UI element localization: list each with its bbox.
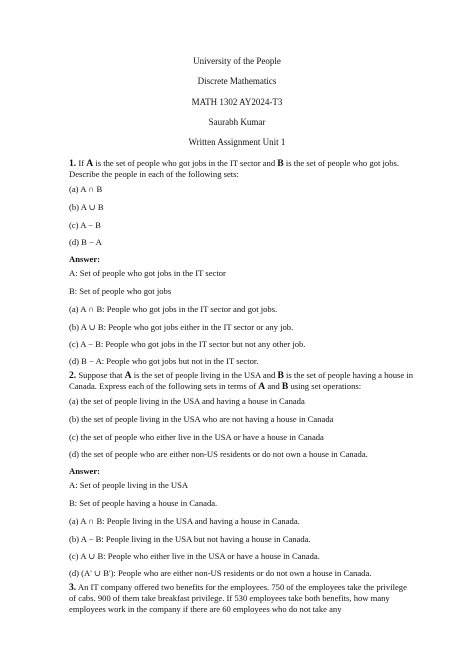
q2-answer-line: (d) (A' ∪ B'): People who are either non-US residents or do not own a house in Canada. (69, 568, 372, 578)
q1-answer-line: (c) A − B: People who got jobs in the IT sector but not any other job. (69, 339, 306, 349)
q2-answer-line: A: Set of people living in the USA (69, 480, 189, 490)
question-1-text: 1. If A is the set of people who got jobs in the IT sector and B is the set of people who got jobs. Describe the people in each of the following sets: (69, 158, 399, 179)
answer-heading-2: Answer: (69, 466, 101, 476)
author-name: Saurabh Kumar (208, 117, 266, 127)
q1-part-d: (d) B − A (69, 237, 102, 247)
q2-answer-line: B: Set of people having a house in Canada. (69, 498, 218, 508)
course-name: Discrete Mathematics (197, 76, 277, 86)
q2-answer-line: (b) A − B: People living in the USA but not having a house in Canada. (69, 534, 311, 544)
question-2-text: 2. Suppose that A is the set of people living in the USA and B is the set of people having a house in Canada. Express each of the following sets in terms of A and B using set operations: (69, 370, 413, 392)
question-1-number: 1. (69, 158, 77, 169)
q1-part-c: (c) A − B (69, 220, 101, 230)
q1-answer-line: (b) A ∪ B: People who got jobs either in the IT sector or any job. (69, 322, 294, 332)
q2-part-d: (d) the set of people who are either non-US residents or do not own a house in Canada. (69, 449, 368, 459)
question-3-number: 3. (69, 582, 77, 593)
question-2-number: 2. (69, 370, 77, 381)
q1-answer-line: (d) B − A: People who got jobs but not in the IT sector. (69, 356, 259, 366)
answer-heading-1: Answer: (69, 254, 101, 264)
q2-answer-line: (c) A ∪ B: People who either live in the USA or have a house in Canada. (69, 551, 320, 561)
q2-part-b: (b) the set of people living in the USA who are not having a house in Canada (69, 414, 334, 424)
q1-part-b: (b) A ∪ B (69, 202, 104, 212)
q1-answer-line: (a) A ∩ B: People who got jobs in the IT sector and got jobs. (69, 304, 278, 314)
q1-answer-line: A: Set of people who got jobs in the IT sector (69, 268, 226, 278)
q2-part-c: (c) the set of people who either live in the USA or have a house in Canada (69, 432, 324, 442)
q2-part-a: (a) the set of people living in the USA and having a house in Canada (69, 396, 305, 406)
q1-answer-line: B: Set of people who got jobs (69, 286, 172, 296)
assignment-title: Written Assignment Unit 1 (188, 137, 286, 147)
question-3-text: 3. An IT company offered two benefits for the employees. 750 of the employees take the privilege of cabs. 900 of them take breakfast privilege. If 530 employees take both benefits, how many employees work in the company if there are 60 employees who do not take any (69, 582, 407, 614)
q1-part-a: (a) A ∩ B (69, 184, 103, 194)
university-name: University of the People (193, 56, 281, 66)
q2-answer-line: (a) A ∩ B: People living in the USA and having a house in Canada. (69, 516, 300, 526)
course-code: MATH 1302 AY2024-T3 (191, 97, 283, 107)
